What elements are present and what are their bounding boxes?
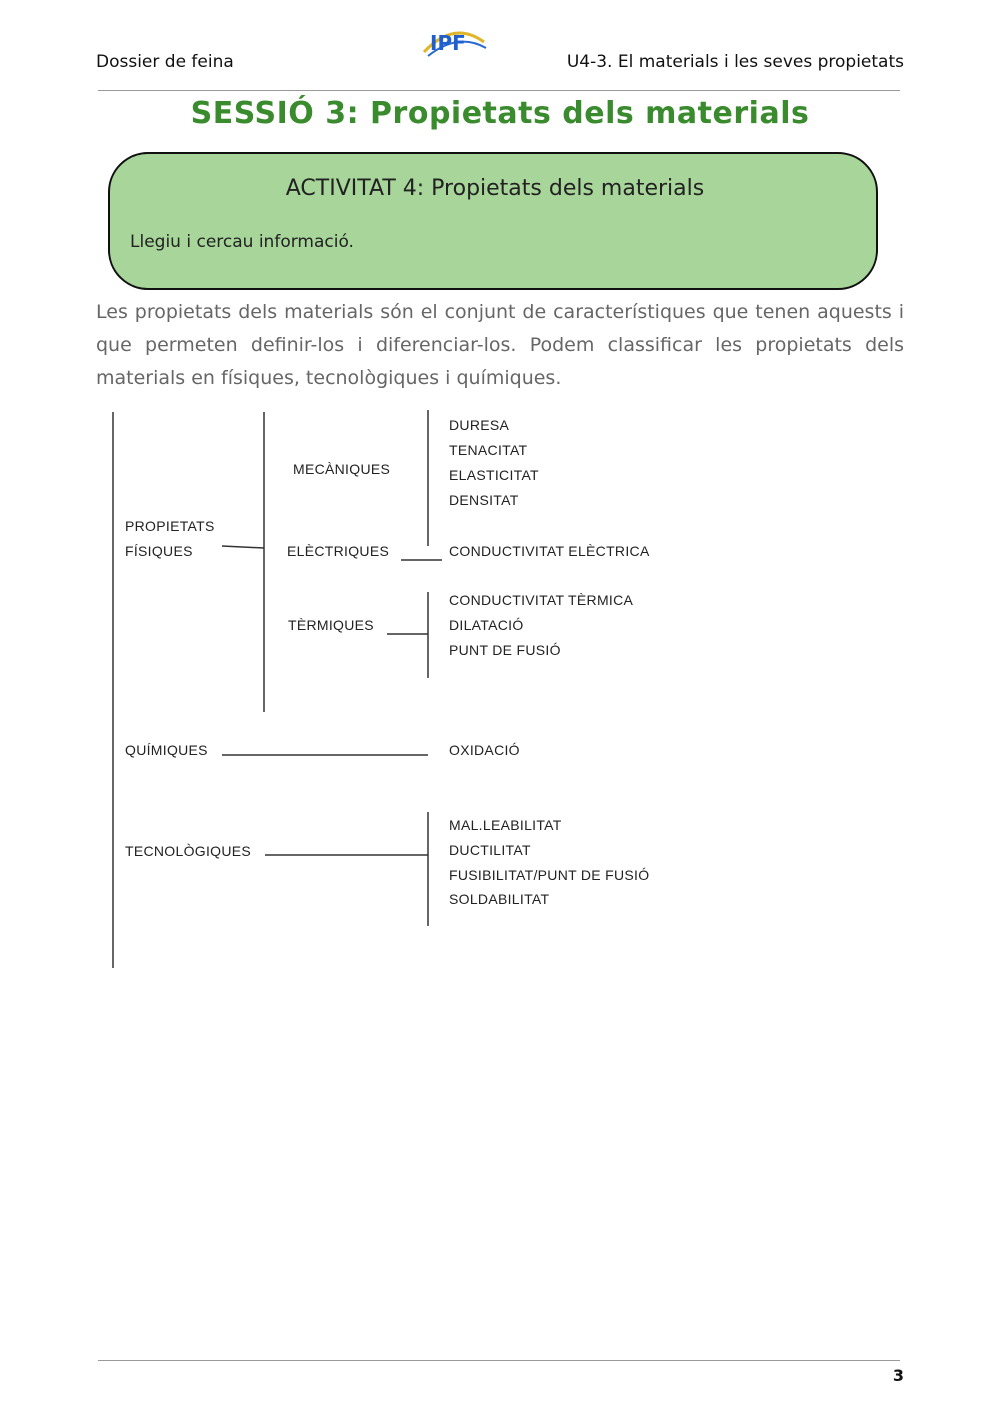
item-dilatacio: DILATACIÓ — [449, 617, 524, 633]
item-tenacitat: TENACITAT — [449, 442, 528, 458]
item-densitat: DENSITAT — [449, 492, 519, 508]
item-conductivitat-electrica: CONDUCTIVITAT ELÈCTRICA — [449, 543, 650, 559]
logo-text: IPF — [430, 31, 466, 55]
page-title: SESSIÓ 3: Propietats dels materials — [190, 96, 810, 131]
header-right: U4-3. El materials i les seves propietats — [566, 52, 904, 72]
activity-instruction: Llegiu i cercau informació. — [130, 232, 354, 252]
item-punt-de-fusio: PUNT DE FUSIÓ — [449, 642, 561, 658]
activity-title: ACTIVITAT 4: Propietats dels materials — [285, 176, 705, 201]
label-electriques: ELÈCTRIQUES — [287, 543, 390, 559]
item-conductivitat-termica: CONDUCTIVITAT TÈRMICA — [449, 592, 634, 608]
footer-divider — [98, 1360, 900, 1361]
header-left: Dossier de feina — [96, 52, 234, 72]
label-tecnologiques: TECNOLÒGIQUES — [125, 843, 252, 859]
label-fisiques: FÍSIQUES — [125, 543, 193, 559]
fisiques-connector — [222, 546, 264, 548]
item-elasticitat: ELASTICITAT — [449, 467, 539, 483]
label-quimiques: QUÍMIQUES — [125, 742, 208, 758]
page-number: 3 — [892, 1366, 904, 1385]
item-soldabilitat: SOLDABILITAT — [449, 891, 550, 907]
item-ductilitat: DUCTILITAT — [449, 842, 531, 858]
intro-paragraph: Les propietats dels materials són el conjunt de característiques que tenen aquests i que permeten definir-los i diferenciar-los. Podem classificar les propietats dels materials en físiques, tecnològiques i químiques. — [96, 301, 904, 389]
label-termiques: TÈRMIQUES — [288, 617, 374, 633]
item-malleabilitat: MAL.LEABILITAT — [449, 817, 562, 833]
item-duresa: DURESA — [449, 417, 510, 433]
label-mecaniques: MECÀNIQUES — [293, 461, 391, 477]
label-propietats: PROPIETATS — [125, 518, 215, 534]
item-fusibilitat: FUSIBILITAT/PUNT DE FUSIÓ — [449, 867, 650, 883]
item-oxidacio: OXIDACIÓ — [449, 742, 520, 758]
